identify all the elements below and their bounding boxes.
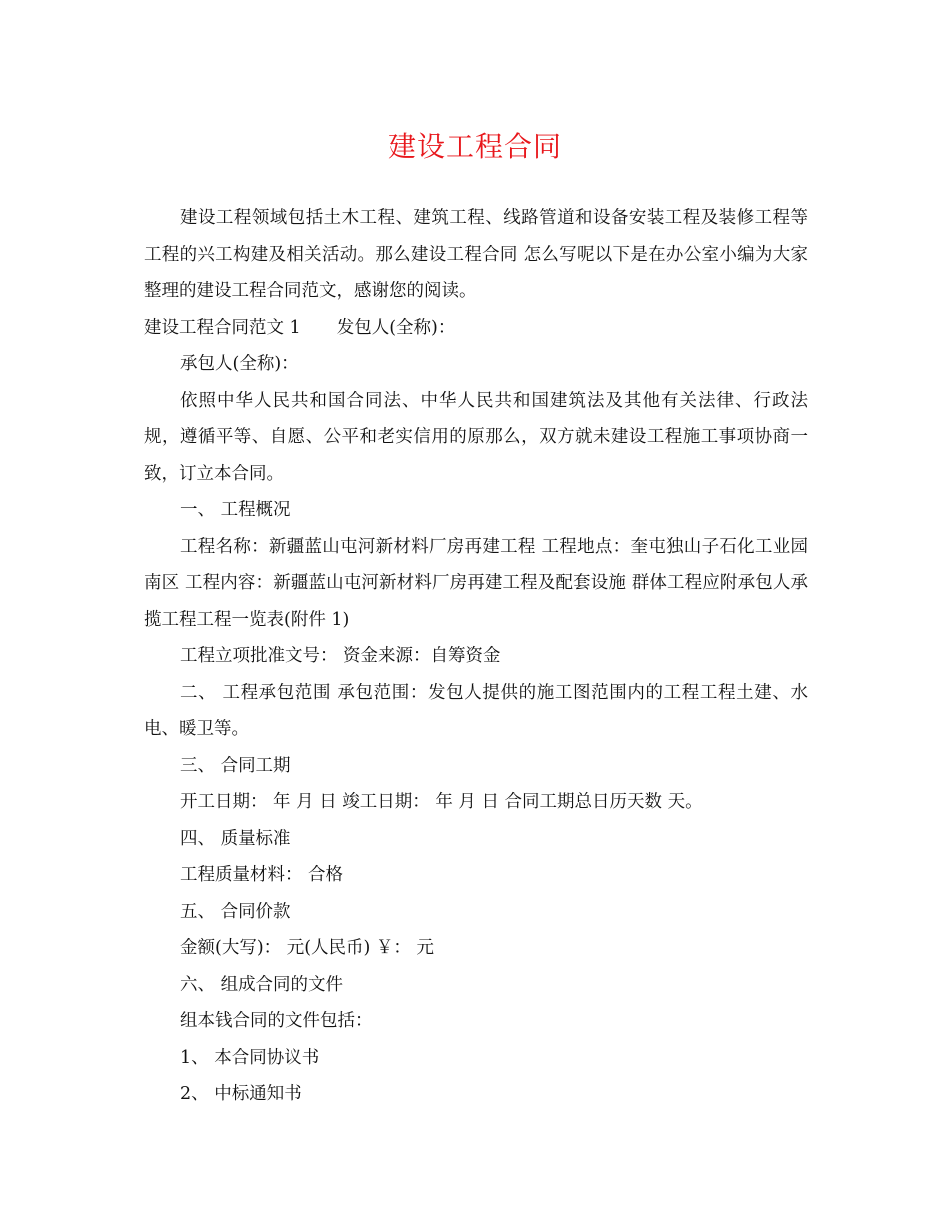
section-3-heading: 三、 合同工期 — [180, 755, 291, 776]
section-6-heading: 六、 组成合同的文件 — [180, 974, 344, 995]
section-4-body: 工程质量材料： 合格 — [180, 865, 344, 885]
list-item-1: 1、 本合同协议书 — [180, 1047, 320, 1068]
section-5-heading: 五、 合同价款 — [180, 901, 291, 922]
document-body — [144, 200, 808, 1113]
contractor-label: 承包人(全称)： — [180, 354, 299, 374]
employer-label: 发包人(全称)： — [336, 317, 456, 338]
intro-paragraph: 建设工程领域包括土木工程、建筑工程、线路管道和设备安装工程及装修工程等工程的兴工构建及相关活动。那么建设工程合同 怎么写呢以下是在办公室小编为大家整理的建设工程合同范文，感谢您的阅读。 — [144, 208, 808, 301]
document-title: 建设工程合同 — [387, 130, 562, 163]
sample-label: 建设工程合同范文 1 — [144, 317, 301, 338]
section-1-heading: 一、 工程概况 — [180, 500, 291, 520]
section-1-body: 工程名称：新疆蓝山屯河新材料厂房再建工程 工程地点：奎屯独山子石化工业园南区 工程内容：新疆蓝山屯河新材料厂房再建工程及配套设施 群体工程应附承包人承揽工程工程一览表(附件 1) — [144, 536, 808, 630]
section-2-paragraph: 二、 工程承包范围 承包范围：发包人提供的施工图范围内的工程工程土建、水电、暖卫等。 — [144, 682, 808, 739]
section-6-body: 组本钱合同的文件包括： — [180, 1011, 373, 1031]
section-3-body: 开工日期： 年 月 日 竣工日期： 年 月 日 合同工期总日历天数 天。 — [180, 792, 703, 812]
section-5-body: 金额(大写)： 元(人民币) ￥： 元 — [180, 938, 434, 958]
basis-paragraph: 依照中华人民共和国合同法、中华人民共和国建筑法及其他有关法律、行政法规，遵循平等、自愿、公平和老实信用的原那么，双方就未建设工程施工事项协商一致，订立本合同。 — [144, 390, 808, 484]
sample-line — [144, 310, 808, 347]
list-item-2: 2、 中标通知书 — [180, 1084, 302, 1104]
section-1-approval: 工程立项批准文号： 资金来源：自筹资金 — [180, 646, 501, 666]
section-4-heading: 四、 质量标准 — [180, 828, 291, 849]
